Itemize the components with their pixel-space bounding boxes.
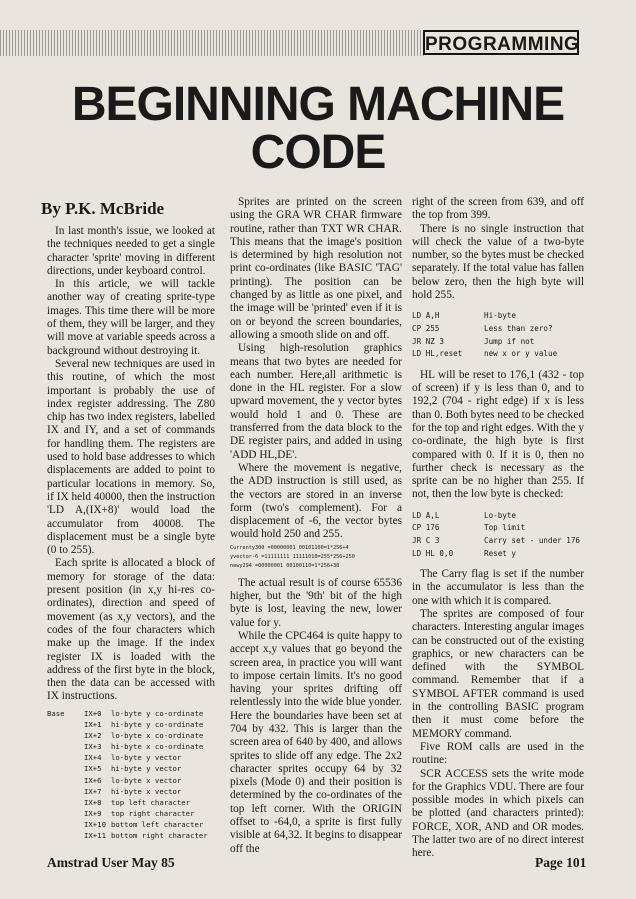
code-instruction: LD A,H — [412, 311, 440, 321]
table-row — [47, 730, 208, 741]
calc-line: yvector-6 =11111111 11111010=255*256+250 — [230, 553, 355, 560]
paragraph: In this article, we will tackle another way of creating sprite-type images. This time there will be more of them, they will be larger, and they will move at variable speeds across a background without destroying it. — [47, 278, 215, 357]
register-desc: lo-byte y co-ordinate — [111, 709, 204, 718]
register-table — [47, 708, 208, 841]
table-row — [47, 830, 208, 841]
code-listing-1 — [412, 310, 584, 360]
register-desc: hi-byte y co-ordinate — [111, 720, 204, 730]
table-row — [47, 719, 208, 730]
code-instruction: CP 255 — [412, 323, 440, 333]
register-desc: lo-byte x vector — [111, 775, 182, 785]
paragraph: The Carry flag is set if the number in the accumulator is less than the one with which it is compared. — [412, 568, 584, 607]
paragraph: Several new techniques are used in this routine, of which the most important is probably the use of index register addressing. The Z80 chip has two index registers, labelled IX and IY, and a set of commands for handling them. The registers are used to hold base addresses to which displacements are added to point to particular locations in memory. So, if IX held 40000, then the instruction 'LD A,(IX+8)' would load the accumulator from 40008. The displacement must be a single byte (0 to 255). — [47, 357, 215, 557]
table-row — [47, 775, 208, 786]
code-line — [412, 510, 584, 523]
register-name: IX+5 — [84, 764, 102, 774]
register-name: IX+6 — [84, 775, 102, 785]
register-desc: bottom right character — [111, 831, 208, 841]
code-instruction: JR NZ 3 — [412, 336, 445, 346]
paragraph: HL will be reset to 176,1 (432 - top of screen) if y is less than 0, and to 192,2 (704 - right edge) if x is less than 0. Both bytes need to be checked for the top and right edges. With the y co-ordinate, the high byte is first compared with 0. If it is 0, then no further check is necessary as the sprite can be no higher than 255. If not, then the low byte is checked: — [412, 368, 584, 501]
paragraph: Sprites are printed on the screen using the GRA WR CHAR firmware routine, rather than TXT WR CHAR. This means that the image's position is determined by high resolution not print co-ordinates (like BASIC 'TAG' printing). The position can be changed by as little as one pixel, and the image will be 'printed' even if it is on or beyond the screen boundaries, allowing a smooth slide on and off. — [230, 196, 402, 341]
paragraph: Using high-resolution graphics means that two bytes are needed for each number. Here,all arithmetic is done in the HL register. For a slow upward movement, the y vector bytes would hold 1 and 0. These are transferred from the data block to the DE register pairs, and added in using 'ADD HL,DE'. — [230, 342, 402, 461]
paragraph: right of the screen from 639, and off the top from 399. — [412, 196, 584, 222]
table-row — [47, 808, 208, 819]
code-comment: Jump if not — [484, 336, 535, 346]
table-row — [47, 819, 208, 830]
footer-publication: Amstrad User May 85 — [47, 855, 175, 870]
paragraph: SCR ACCESS sets the write mode for the Graphics VDU. There are four possible modes in which pixels can be plotted (and characters printed): FORCE, XOR, AND and OR modes. The latter two are of no direct interest here. — [412, 767, 584, 860]
code-comment: Less than zero? — [484, 323, 553, 333]
register-name: IX+10 — [84, 819, 106, 829]
code-comment: Carry set - under 176 — [484, 535, 581, 545]
column-1 — [47, 225, 215, 704]
code-line — [412, 336, 584, 349]
paragraph: Where the movement is negative, the ADD instruction is still used, as the vectors are stored in an inverse form (two's complement). For a displacement of -6, the vector bytes would hold 250 and 255. — [230, 461, 402, 541]
register-desc: hi-byte x co-ordinate — [111, 742, 204, 752]
code-line — [412, 535, 584, 548]
register-name: IX+4 — [84, 753, 102, 763]
article-title-line2: CODE — [250, 126, 386, 179]
code-line — [412, 310, 584, 323]
footer-page-number: Page 101 — [535, 855, 587, 870]
byline: By P.K. McBride — [41, 199, 165, 218]
table-row — [47, 752, 208, 763]
register-name: IX+3 — [84, 742, 102, 752]
table-row — [47, 763, 208, 774]
code-comment: new x or y value — [484, 349, 558, 359]
register-name: IX+1 — [84, 720, 102, 730]
register-name: IX+7 — [84, 786, 102, 796]
header-hatch-bar — [0, 30, 425, 56]
table-row — [47, 708, 208, 719]
paragraph: Each sprite is allocated a block of memory for storage of the data: present position (in x,y hi-res co-ordinates), direction and speed of movement (as x,y vectors), and the codes of the four characters which make up the image. If the index register IX is loaded with the address of the first byte in the block, then the data can be accessed with IX instructions. — [47, 557, 215, 703]
code-instruction: LD HL 0,0 — [412, 548, 454, 558]
table-row — [47, 741, 208, 752]
code-instruction: CP 176 — [412, 523, 440, 533]
register-name: IX+0 — [84, 709, 102, 718]
calc-line: newy294 =00000001 00100110=1*256+38 — [230, 562, 340, 569]
paragraph: The sprites are composed of four characters. Interesting angular images can be constructed out of the existing graphics, or new characters can be defined with the SYMBOL command. Remember that if a SYMBOL AFTER command is used in the controlling BASIC program then it must come before the MEMORY command. — [412, 607, 584, 740]
table-label: Base — [47, 709, 65, 718]
register-desc: top left character — [111, 797, 191, 807]
article-title-line1: BEGINNING MACHINE — [71, 78, 565, 131]
section-tag: PROGRAMMING — [423, 30, 579, 55]
paragraph: The actual result is of course 65536 higher, but the '9th' bit of the high byte is lost, leaving the new, lower value for y. — [230, 576, 402, 629]
code-listing-2 — [412, 510, 584, 560]
column-2 — [230, 196, 402, 856]
code-instruction: LD HL,reset — [412, 349, 463, 359]
table-row — [47, 797, 208, 808]
paragraph: Five ROM calls are used in the routine: — [412, 740, 584, 767]
code-comment: Lo-byte — [484, 510, 517, 520]
register-desc: lo-byte x co-ordinate — [111, 731, 204, 741]
register-desc: hi-byte x vector — [111, 786, 182, 796]
code-line — [412, 348, 584, 361]
code-line — [412, 323, 584, 336]
register-desc: bottom left character — [111, 819, 204, 829]
paragraph: There is no single instruction that will check the value of a two-byte number, so the bytes must be checked separately. If the total value has fallen below zero, then the high byte will hold 255. — [412, 222, 584, 302]
paragraph: While the CPC464 is quite happy to accept x,y values that go beyond the screen area, in practice you will want to impose certain limits. It's no good having your sprites drifting off relentlessly into the wide blue yonder. Here the boundaries have been set at 704 by 432. This is larger than the screen area of 640 by 400, and allows sprites to slide off any edge. The 2x2 character sprites occupy 64 by 32 pixels (Mode 0) and their position is determined by the co-ordinates of the top left corner. With the ORIGIN offset to -64,0, a sprite is first fully visible at 64,32. It begins to disappear off the — [230, 629, 402, 855]
code-comment: Hi-byte — [484, 311, 517, 321]
register-desc: top right character — [111, 808, 195, 818]
code-line — [412, 548, 584, 561]
column-3 — [412, 196, 584, 861]
code-comment: Reset y — [484, 548, 517, 558]
register-name: IX+11 — [84, 831, 106, 841]
paragraph: In last month's issue, we looked at the techniques needed to get a single character 'sprite' moving in different directions, under keyboard control. — [47, 225, 215, 277]
register-name: IX+8 — [84, 797, 102, 807]
register-desc: lo-byte y vector — [111, 753, 182, 763]
table-row — [47, 786, 208, 797]
register-name: IX+2 — [84, 731, 102, 741]
code-instruction: LD A,L — [412, 510, 440, 520]
code-line — [412, 522, 584, 535]
code-instruction: JR C 3 — [412, 535, 440, 545]
code-comment: Top limit — [484, 523, 526, 533]
calc-line: Currenty300 =00000001 00101100=1*256+4 — [230, 544, 349, 551]
register-desc: hi-byte y vector — [111, 764, 182, 774]
binary-calculation — [230, 544, 402, 571]
register-name: IX+9 — [84, 808, 102, 818]
